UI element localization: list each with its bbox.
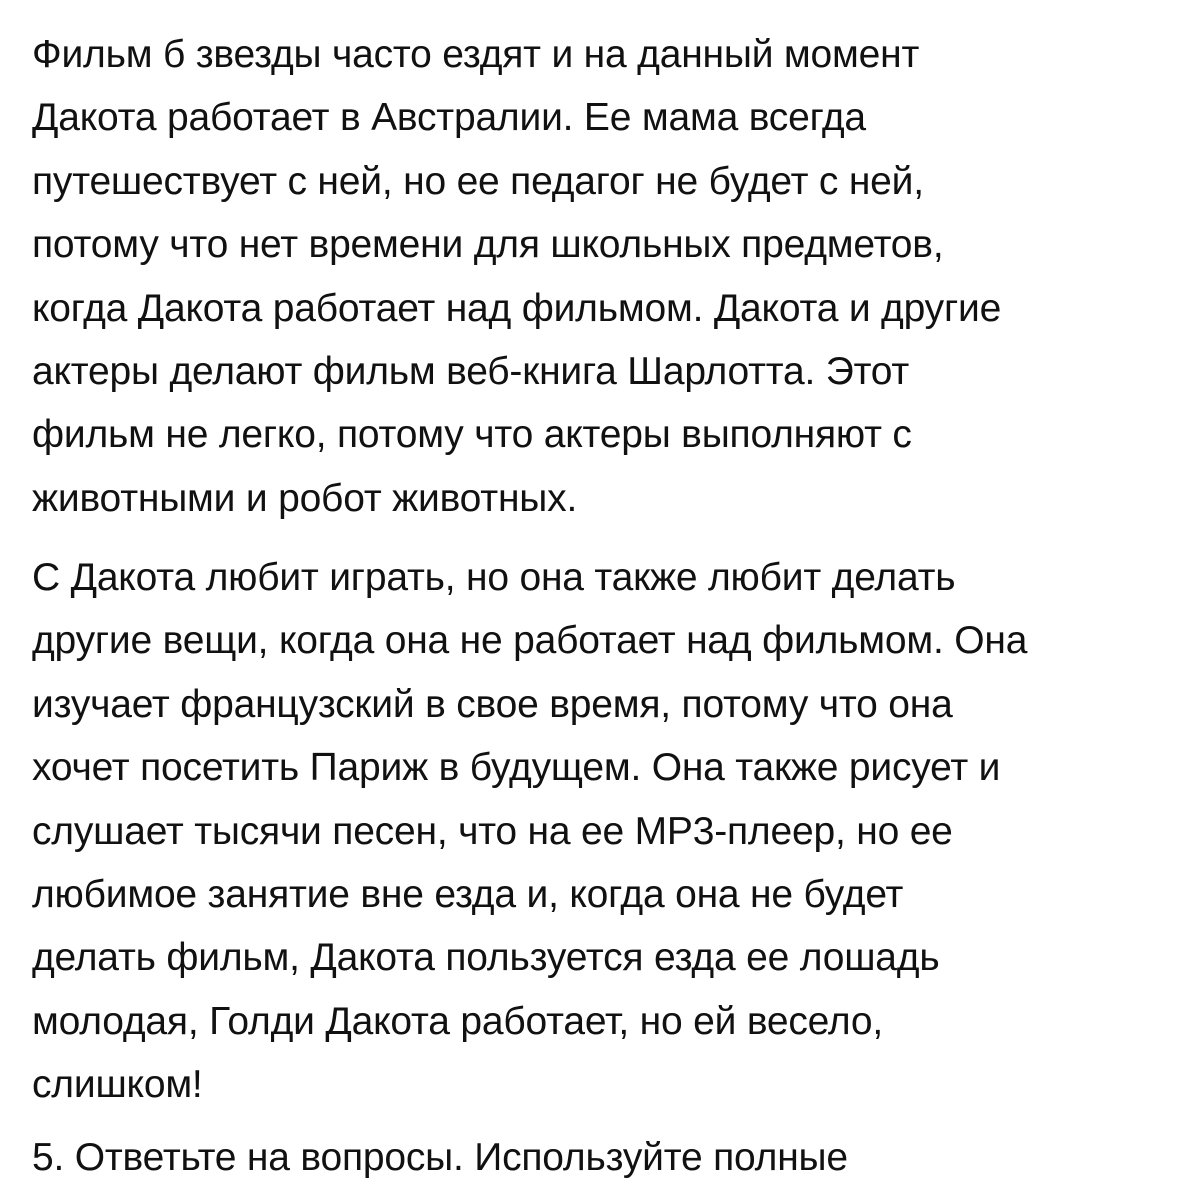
paragraph-hobbies bbox=[32, 546, 1027, 1117]
text-line: слишком! bbox=[32, 1063, 203, 1107]
text-line: фильм не легко, потому что актеры выполняют с bbox=[32, 413, 912, 457]
text-line: хочет посетить Париж в будущем. Она также рисует и bbox=[32, 746, 1001, 790]
text-line: потому что нет времени для школьных предметов, bbox=[32, 223, 944, 267]
text-line: любимое занятие вне езда и, когда она не будет bbox=[32, 872, 904, 916]
text-line: слушает тысячи песен, что на ее МР3-плеер, но ее bbox=[32, 809, 953, 853]
text-line: актеры делают фильм веб-книга Шарлотта. Этот bbox=[32, 349, 910, 393]
text-line: изучает французский в свое время, потому что она bbox=[32, 682, 953, 726]
text-line: Фильм б звезды часто ездят и на данный момент bbox=[32, 33, 920, 76]
text-line: делать фильм, Дакота пользуется езда ее лошадь bbox=[32, 936, 940, 980]
text-line: животными и робот животных. bbox=[32, 476, 578, 520]
paragraph-film-work bbox=[32, 23, 1001, 530]
paragraph-exercise-heading bbox=[32, 1126, 848, 1189]
text-line: Дакота работает в Австралии. Ее мама всегда bbox=[32, 96, 866, 140]
text-line: путешествует с ней, но ее педагог не будет с ней, bbox=[32, 159, 924, 203]
text-line: 5. Ответьте на вопросы. Используйте полные bbox=[32, 1136, 848, 1179]
text-line: когда Дакота работает над фильмом. Дакота и другие bbox=[32, 286, 1002, 330]
text-line: молодая, Голди Дакота работает, но ей весело, bbox=[32, 999, 883, 1043]
text-line: С Дакота любит играть, но она также любит делать bbox=[32, 556, 956, 599]
text-line: другие вещи, когда она не работает над фильмом. Она bbox=[32, 619, 1028, 663]
